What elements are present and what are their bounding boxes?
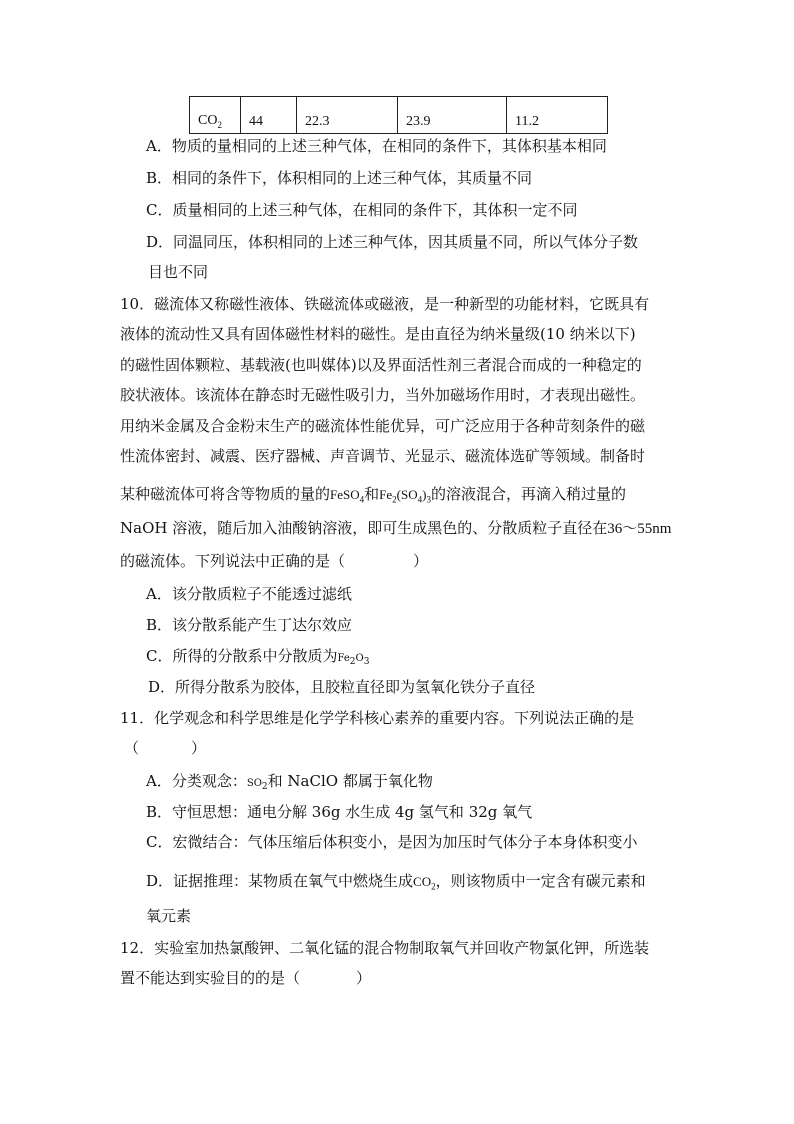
q11-option-b: B．守恒思想：通电分解 36g 水生成 4g 氢气和 32g 氧气: [146, 803, 533, 821]
q10-stem-line: 胶状液体。该流体在静态时无磁性吸引力，当外加磁场作用时，才表现出磁性。: [120, 386, 646, 404]
q10-stem-line: 的磁性固体颗粒、基载液(也叫媒体)以及界面活性剂三者混合而成的一种稳定的: [120, 356, 642, 374]
q11-option-a: A．分类观念：$SO_2$和 NaClO 都属于氧化物: [146, 772, 433, 792]
formula-feso4: FeSO$_4$: [330, 487, 365, 505]
q11-option-c: C．宏微结合：气体压缩后体积变小，是因为加压时气体分子本身体积变小: [146, 833, 638, 851]
q10-stem-line: 某种磁流体可将含等物质的量的FeSO$_4$和$Fe_2(SO_4)_3$的溶液混合，再滴入稍过量的: [120, 485, 626, 505]
q9-option-a: A．物质的量相同的上述三种气体，在相同的条件下，其体积基本相同: [146, 137, 607, 155]
q9-option-d-cont: 目也不同: [148, 263, 209, 281]
q10-option-b: B．该分散系能产生丁达尔效应: [146, 616, 353, 634]
q10-option-a: A．该分散质粒子不能透过滤纸: [146, 585, 352, 603]
formula-so2: $SO_2$: [246, 778, 268, 792]
q9-option-b: B．相同的条件下，体积相同的上述三种气体，其质量不同: [146, 169, 533, 187]
q10-option-c: C．所得的分散系中分散质为$Fe_2O_3$: [146, 647, 370, 667]
molar-mass-cell: 44: [241, 97, 297, 134]
q10-stem-line: 性流体密封、减震、医疗器械、声音调节、光显示、磁流体选矿等领域。制备时: [120, 447, 646, 465]
size-range: 36～55nm: [607, 521, 672, 537]
q10-stem-line: NaOH 溶液，随后加入油酸钠溶液，即可生成黑色的、分散质粒子直径在36～55nm: [120, 519, 672, 537]
table-cell: 11.2: [507, 97, 608, 134]
q9-option-d: D．同温同压，体积相同的上述三种气体，因其质量不同，所以气体分子数: [146, 233, 639, 251]
q10-option-d: D．所得分散系为胶体，且胶粒直径即为氢氧化铁分子直径: [148, 678, 536, 696]
formula-fe2o3: $Fe_2O_3$: [337, 653, 370, 667]
gas-data-table: [189, 96, 608, 134]
q11-option-d: D．证据推理：某物质在氧气中燃烧生成$CO_2$，则该物质中一定含有碳元素和: [146, 872, 646, 892]
q11-option-d-cont: 氧元素: [146, 907, 192, 925]
formula-fe2so43: $Fe_2(SO_4)_3$: [379, 487, 431, 505]
q9-option-c: C．质量相同的上述三种气体，在相同的条件下，其体积一定不同: [146, 201, 578, 219]
table-row: [190, 97, 608, 134]
q10-stem-line: 用纳米金属及合金粉末生产的磁流体性能优异，可广泛应用于各种苛刻条件的磁: [120, 417, 646, 435]
gas-formula-cell: $CO_2$: [190, 97, 241, 134]
q10-stem-line: 10．磁流体又称磁性液体、铁磁流体或磁液，是一种新型的功能材料，它既具有: [120, 295, 650, 313]
q12-stem-line: 12．实验室加热氯酸钾、二氧化锰的混合物制取氧气并回收产物氯化钾，所选装: [120, 939, 650, 957]
q11-stem-line: （ ）: [124, 739, 207, 757]
q12-stem-line: 置不能达到实验目的的是（ ）: [120, 969, 372, 987]
formula-co2: $CO_2$: [413, 874, 436, 892]
q10-stem-line: 液体的流动性又具有固体磁性材料的磁性。是由直径为纳米量级(10 纳米以下): [120, 325, 636, 343]
q10-stem-line: 的磁流体。下列说法中正确的是（ ）: [120, 552, 429, 570]
q11-stem-line: 11．化学观念和科学思维是化学学科核心素养的重要内容。下列说法正确的是: [120, 709, 635, 727]
table-cell: 23.9: [398, 97, 507, 134]
table-cell: 22.3: [297, 97, 398, 134]
